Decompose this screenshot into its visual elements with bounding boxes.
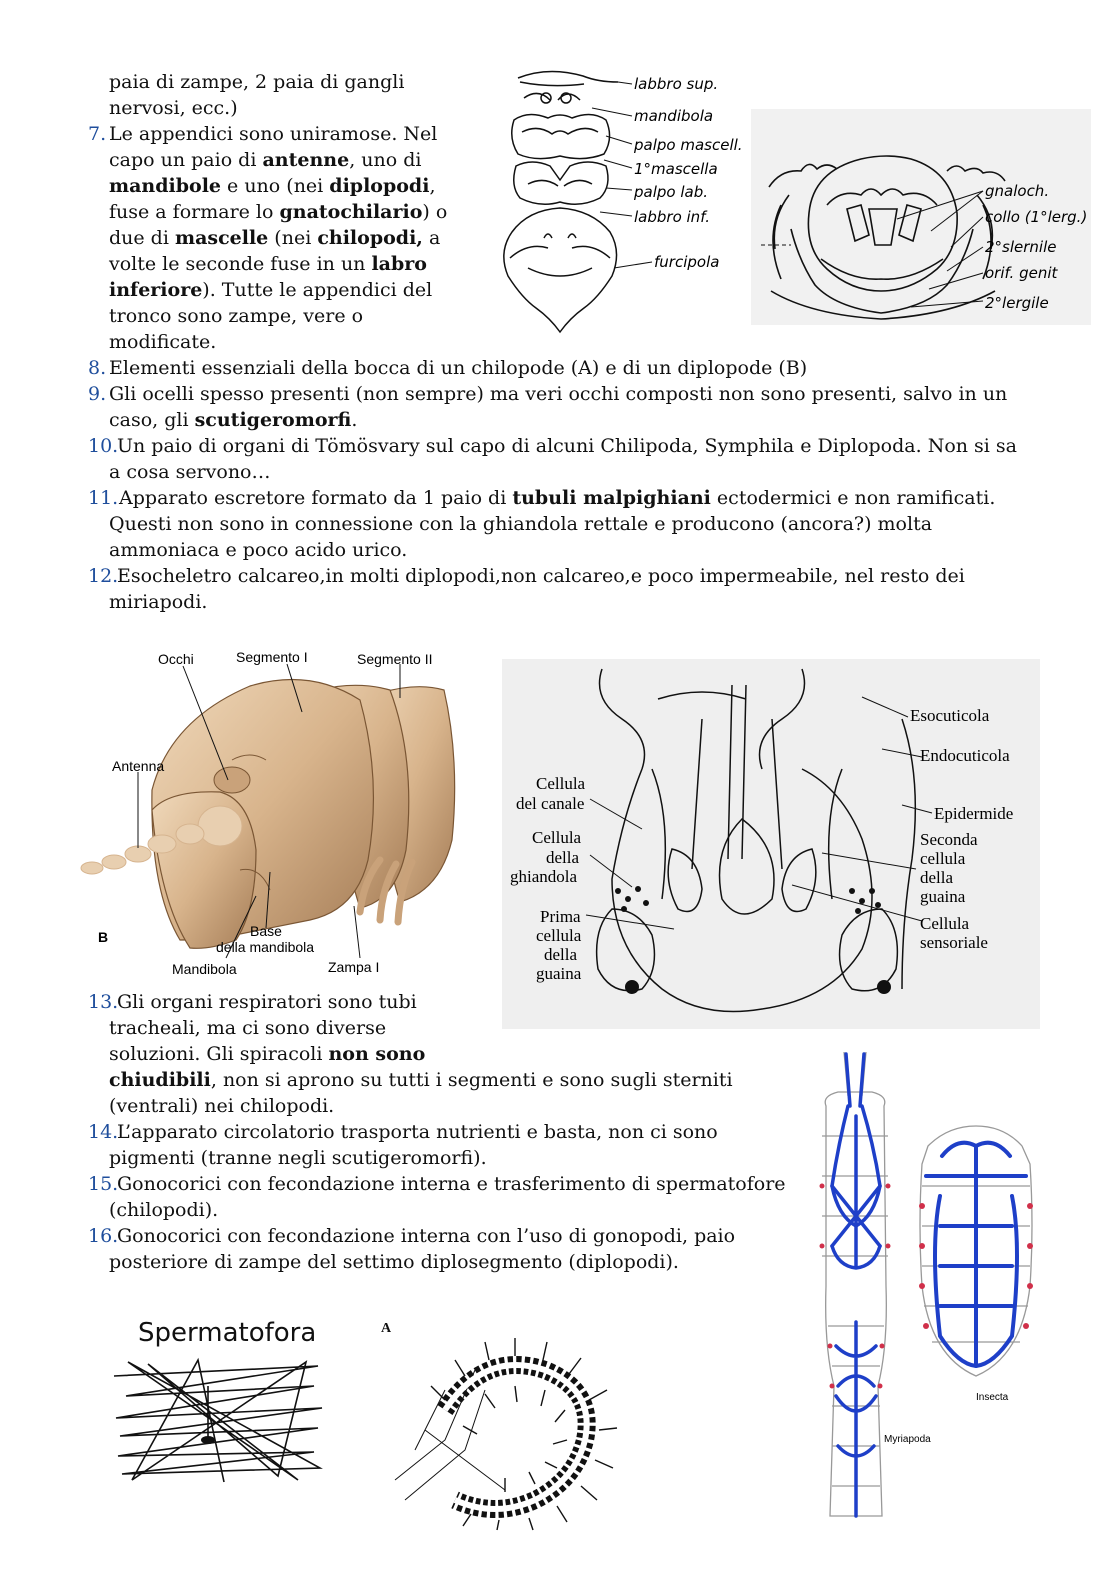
item-11-line-2: Questi non sono in connessione con la ghiandola rettale e producono (ancora?) molta: [109, 513, 933, 535]
item-7-line-1: Le appendici sono uniramose. Nel: [109, 123, 438, 145]
label-antenna: Antenna: [112, 758, 165, 774]
label-prima-cellula-2: cellula: [536, 926, 582, 945]
label-labbro-inf: labbro inf.: [634, 208, 710, 226]
item-13-line-1: Gli organi respiratori sono tubi: [117, 991, 417, 1013]
item-9-line-2: caso, gli scutigeromorfi.: [109, 409, 358, 431]
label-endocuticola: Endocuticola: [920, 746, 1010, 765]
label-cellula-ghiandola-3: ghiandola: [510, 867, 578, 886]
sensory-organ-figure: [502, 659, 1040, 1029]
label-insecta: Insecta: [976, 1392, 1009, 1403]
diplopod-head-lateral-figure: [60, 640, 480, 985]
spermatophore-web-figure: [108, 1356, 328, 1486]
item-12-number: 12.: [88, 565, 119, 587]
label-cellula-ghiandola-2: della: [546, 848, 580, 867]
item-13-number: 13.: [88, 991, 119, 1013]
item-7-line-3: mandibole e uno (nei diplopodi,: [109, 175, 436, 197]
label-zampa-1: Zampa I: [328, 959, 380, 975]
circulatory-system-figure: [808, 1046, 1058, 1526]
figure-a-label: A: [381, 1321, 392, 1336]
label-segmento-2: Segmento II: [357, 651, 433, 667]
label-cellula-sensoriale-1: Cellula: [920, 914, 970, 933]
item-10-line-2: a cosa servono…: [109, 461, 271, 483]
item-15-line-2: (chilopodi).: [109, 1199, 219, 1221]
label-cellula-sensoriale-2: sensoriale: [920, 933, 988, 952]
item-14-number: 14.: [88, 1121, 119, 1143]
item-7-line-8: tronco sono zampe, vere o: [109, 305, 364, 327]
item-8-text: Elementi essenziali della bocca di un chilopode (A) e di un diplopode (B): [109, 357, 808, 379]
label-1-mascella: 1°mascella: [634, 160, 718, 178]
label-cellula-canale-1: Cellula: [536, 774, 586, 793]
item-14-line-1: L’apparato circolatorio trasporta nutrienti e basta, non ci sono: [117, 1121, 718, 1143]
intro-line-1: paia di zampe, 2 paia di gangli: [109, 71, 405, 93]
item-13-line-3: soluzioni. Gli spiracoli non sono: [109, 1043, 426, 1065]
label-collo: collo (1°lerg.): [985, 208, 1088, 226]
item-11-line-1: Apparato escretore formato da 1 paio di tubuli malpighiani ectodermici e non ramificati.: [113, 487, 996, 509]
centipede-figure: [385, 1330, 635, 1530]
spermatofora-title: Spermatofora: [138, 1318, 317, 1348]
label-gnaloch: gnaloch.: [985, 182, 1050, 200]
label-furcipola: furcipola: [654, 253, 720, 271]
item-13-line-5: (ventrali) nei chilopodi.: [109, 1095, 335, 1117]
item-7-line-9: modificate.: [109, 331, 217, 353]
item-14-line-2: pigmenti (tranne negli scutigeromorfi).: [109, 1147, 487, 1169]
label-myriapoda: Myriapoda: [884, 1434, 931, 1445]
item-16-line-1: Gonocorici con fecondazione interna con l’uso di gonopodi, paio: [117, 1225, 736, 1247]
label-occhi: Occhi: [158, 651, 194, 667]
chilopod-mouthparts-figure: [488, 62, 743, 347]
item-12-line-1: Esocheletro calcareo,in molti diplopodi,non calcareo,e poco impermeabile, nel resto dei: [117, 565, 965, 587]
item-16-line-2: posteriore di zampe del settimo diplosegmento (diplopodi).: [109, 1251, 679, 1273]
item-7-line-4: fuse a formare lo gnatochilario) o: [109, 201, 448, 223]
item-8-number: 8.: [88, 357, 107, 379]
diplopod-head-figure: [751, 109, 1091, 325]
item-10-number: 10.: [88, 435, 119, 457]
item-16-number: 16.: [88, 1225, 119, 1247]
label-prima-cellula-4: guaina: [536, 964, 582, 983]
item-12-line-2: miriapodi.: [109, 591, 208, 613]
item-10-line-1: Un paio di organi di Tömösvary sul capo di alcuni Chilipoda, Symphila e Diplopoda. Non si sa: [117, 435, 1017, 457]
label-mandibola: mandibola: [634, 107, 714, 125]
label-cellula-ghiandola-1: Cellula: [532, 828, 582, 847]
label-epidermide: Epidermide: [934, 804, 1014, 823]
intro-line-2: nervosi, ecc.): [109, 97, 238, 119]
item-7-number: 7.: [88, 123, 107, 145]
label-seconda-cellula-4: guaina: [920, 887, 966, 906]
label-2-slernile: 2°slernile: [985, 238, 1057, 256]
item-7-line-7: inferiore). Tutte le appendici del: [109, 279, 433, 301]
label-prima-cellula-1: Prima: [540, 907, 581, 926]
label-cellula-canale-2: del canale: [516, 794, 585, 813]
label-base: Base: [250, 923, 282, 939]
item-9-line-1: Gli ocelli spesso presenti (non sempre) ma veri occhi composti non sono presenti, salvo in un: [109, 383, 1008, 405]
item-7-line-2: capo un paio di antenne, uno di: [109, 149, 422, 171]
label-mandibola-b: Mandibola: [172, 961, 237, 977]
item-11-line-3: ammoniaca e poco acido urico.: [109, 539, 408, 561]
item-15-number: 15.: [88, 1173, 119, 1195]
label-esocuticola: Esocuticola: [910, 706, 990, 725]
label-seconda-cellula-3: della: [920, 868, 954, 887]
label-palpo-mascell: palpo mascell.: [634, 136, 743, 154]
item-15-line-1: Gonocorici con fecondazione interna e trasferimento di spermatofore: [117, 1173, 786, 1195]
label-segmento-1: Segmento I: [236, 649, 308, 665]
item-13-line-4: chiudibili, non si aprono su tutti i segmenti e sono sugli sterniti: [109, 1069, 733, 1091]
item-9-number: 9.: [88, 383, 107, 405]
item-7-line-5: due di mascelle (nei chilopodi, a: [109, 227, 441, 249]
item-13-line-2: tracheali, ma ci sono diverse: [109, 1017, 387, 1039]
label-seconda-cellula-2: cellula: [920, 849, 966, 868]
label-b: B: [98, 929, 109, 945]
item-11-number: 11.: [88, 487, 119, 509]
label-orif-genit: orif. genit: [985, 264, 1058, 282]
label-della-mandibola: della mandibola: [216, 939, 315, 955]
label-labbro-sup: labbro sup.: [634, 75, 719, 93]
label-palpo-lab: palpo lab.: [634, 183, 708, 201]
label-prima-cellula-3: della: [544, 945, 578, 964]
label-2-lergile: 2°lergile: [985, 294, 1049, 312]
item-7-line-6: volte le seconde fuse in un labro: [109, 253, 427, 275]
label-seconda-cellula-1: Seconda: [920, 830, 978, 849]
